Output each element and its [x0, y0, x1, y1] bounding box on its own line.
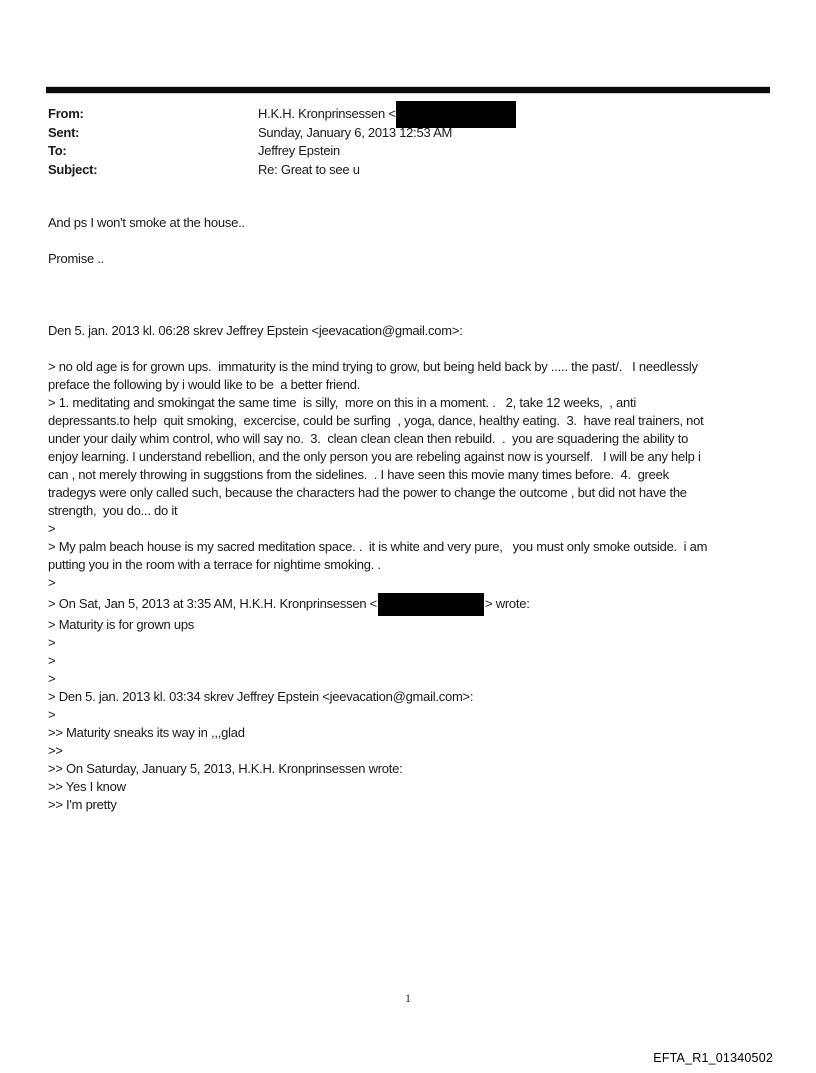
- email-body-line: > My palm beach house is my sacred meditation space. . it is white and very pure, you must only smoke outside. i am: [48, 539, 708, 554]
- redaction-box-quoted-email: [378, 593, 484, 616]
- header-row-sent: [48, 124, 516, 143]
- email-body-line: tradegys were only called such, because the characters had the power to change the outcome , but did not have the: [48, 485, 687, 500]
- header-label-from: From:: [48, 106, 84, 121]
- email-body-line: putting you in the room with a terrace for nightime smoking. .: [48, 557, 381, 572]
- header-row-subject: [48, 161, 516, 180]
- email-body-line: [48, 286, 780, 304]
- quoted-text: > On Sat, Jan 5, 2013 at 3:35 AM, H.K.H. Kronprinsessen <: [48, 596, 377, 611]
- email-body: [48, 214, 780, 814]
- page-number: 1: [405, 991, 411, 1005]
- header-row-to: [48, 142, 516, 161]
- header-label-to: To:: [48, 143, 67, 158]
- email-body-line: >> On Saturday, January 5, 2013, H.K.H. Kronprinsessen wrote:: [48, 761, 403, 776]
- email-body-line: > Maturity is for grown ups: [48, 617, 195, 632]
- email-body-line: Promise ..: [48, 251, 105, 266]
- header-label-subject: Subject:: [48, 161, 98, 177]
- header-value-sent: Sunday, January 6, 2013 12:53 AM: [258, 124, 453, 140]
- header-label-sent: Sent:: [48, 124, 80, 140]
- email-body-line: >: [48, 635, 56, 650]
- email-body-line: [48, 304, 780, 322]
- email-body-line: strength, you do... do it: [48, 503, 178, 518]
- email-body-line: >: [48, 575, 56, 590]
- email-body-line: >> Maturity sneaks its way in ,,,glad: [48, 725, 245, 740]
- header-value-to: Jeffrey Epstein: [258, 143, 341, 158]
- email-body-line: >>: [48, 743, 63, 758]
- email-header: [48, 105, 516, 179]
- header-value-subject: Re: Great to see u: [258, 161, 360, 177]
- email-body-line: under your daily whim control, who will say no. 3. clean clean clean then rebuild. . you are squadering the ability to: [48, 431, 689, 446]
- email-body-line: >: [48, 653, 56, 668]
- email-body-line: > 1. meditating and smokingat the same time is silly, more on this in a moment. . 2, take 12 weeks, , anti: [48, 395, 636, 410]
- header-divider-rule: [46, 87, 770, 93]
- email-body-line: >: [48, 521, 56, 536]
- email-body-line: depressants.to help quit smoking, excercise, could be surfing , yoga, dance, healthy eating. 3. have real trainers, not: [48, 413, 704, 428]
- email-body-line: > no old age is for grown ups. immaturity is the mind trying to grow, but being held back by ..... the past/. I needlessly: [48, 359, 698, 374]
- email-body-line: > Den 5. jan. 2013 kl. 03:34 skrev Jeffrey Epstein <jeevacation@gmail.com>:: [48, 689, 474, 704]
- email-body-line: [48, 268, 780, 286]
- email-body-line: enjoy learning. I understand rebellion, and the only person you are rebeling against now is yourself. I will be any help i: [48, 449, 701, 464]
- email-body-line: >: [48, 671, 56, 686]
- email-body-line: >: [48, 707, 56, 722]
- email-body-line: [48, 232, 780, 250]
- email-body-line: [48, 592, 780, 616]
- email-body-line: preface the following by i would like to be a better friend.: [48, 377, 361, 392]
- from-sender-name: H.K.H. Kronprinsessen <: [258, 106, 396, 121]
- email-body-line: can , not merely throwing in suggstions from the sidelines. . I have seen this movie many times before. 4. greek: [48, 467, 669, 482]
- header-row-from: [48, 105, 516, 124]
- email-body-line: And ps I won't smoke at the house..: [48, 215, 245, 230]
- quoted-text: > wrote:: [485, 596, 530, 611]
- email-body-line: [48, 340, 780, 358]
- email-body-line: Den 5. jan. 2013 kl. 06:28 skrev Jeffrey Epstein <jeevacation@gmail.com>:: [48, 323, 463, 338]
- email-body-line: >> Yes I know: [48, 779, 126, 794]
- bates-number: EFTA_R1_01340502: [653, 1051, 773, 1065]
- email-body-line: >> I'm pretty: [48, 797, 117, 812]
